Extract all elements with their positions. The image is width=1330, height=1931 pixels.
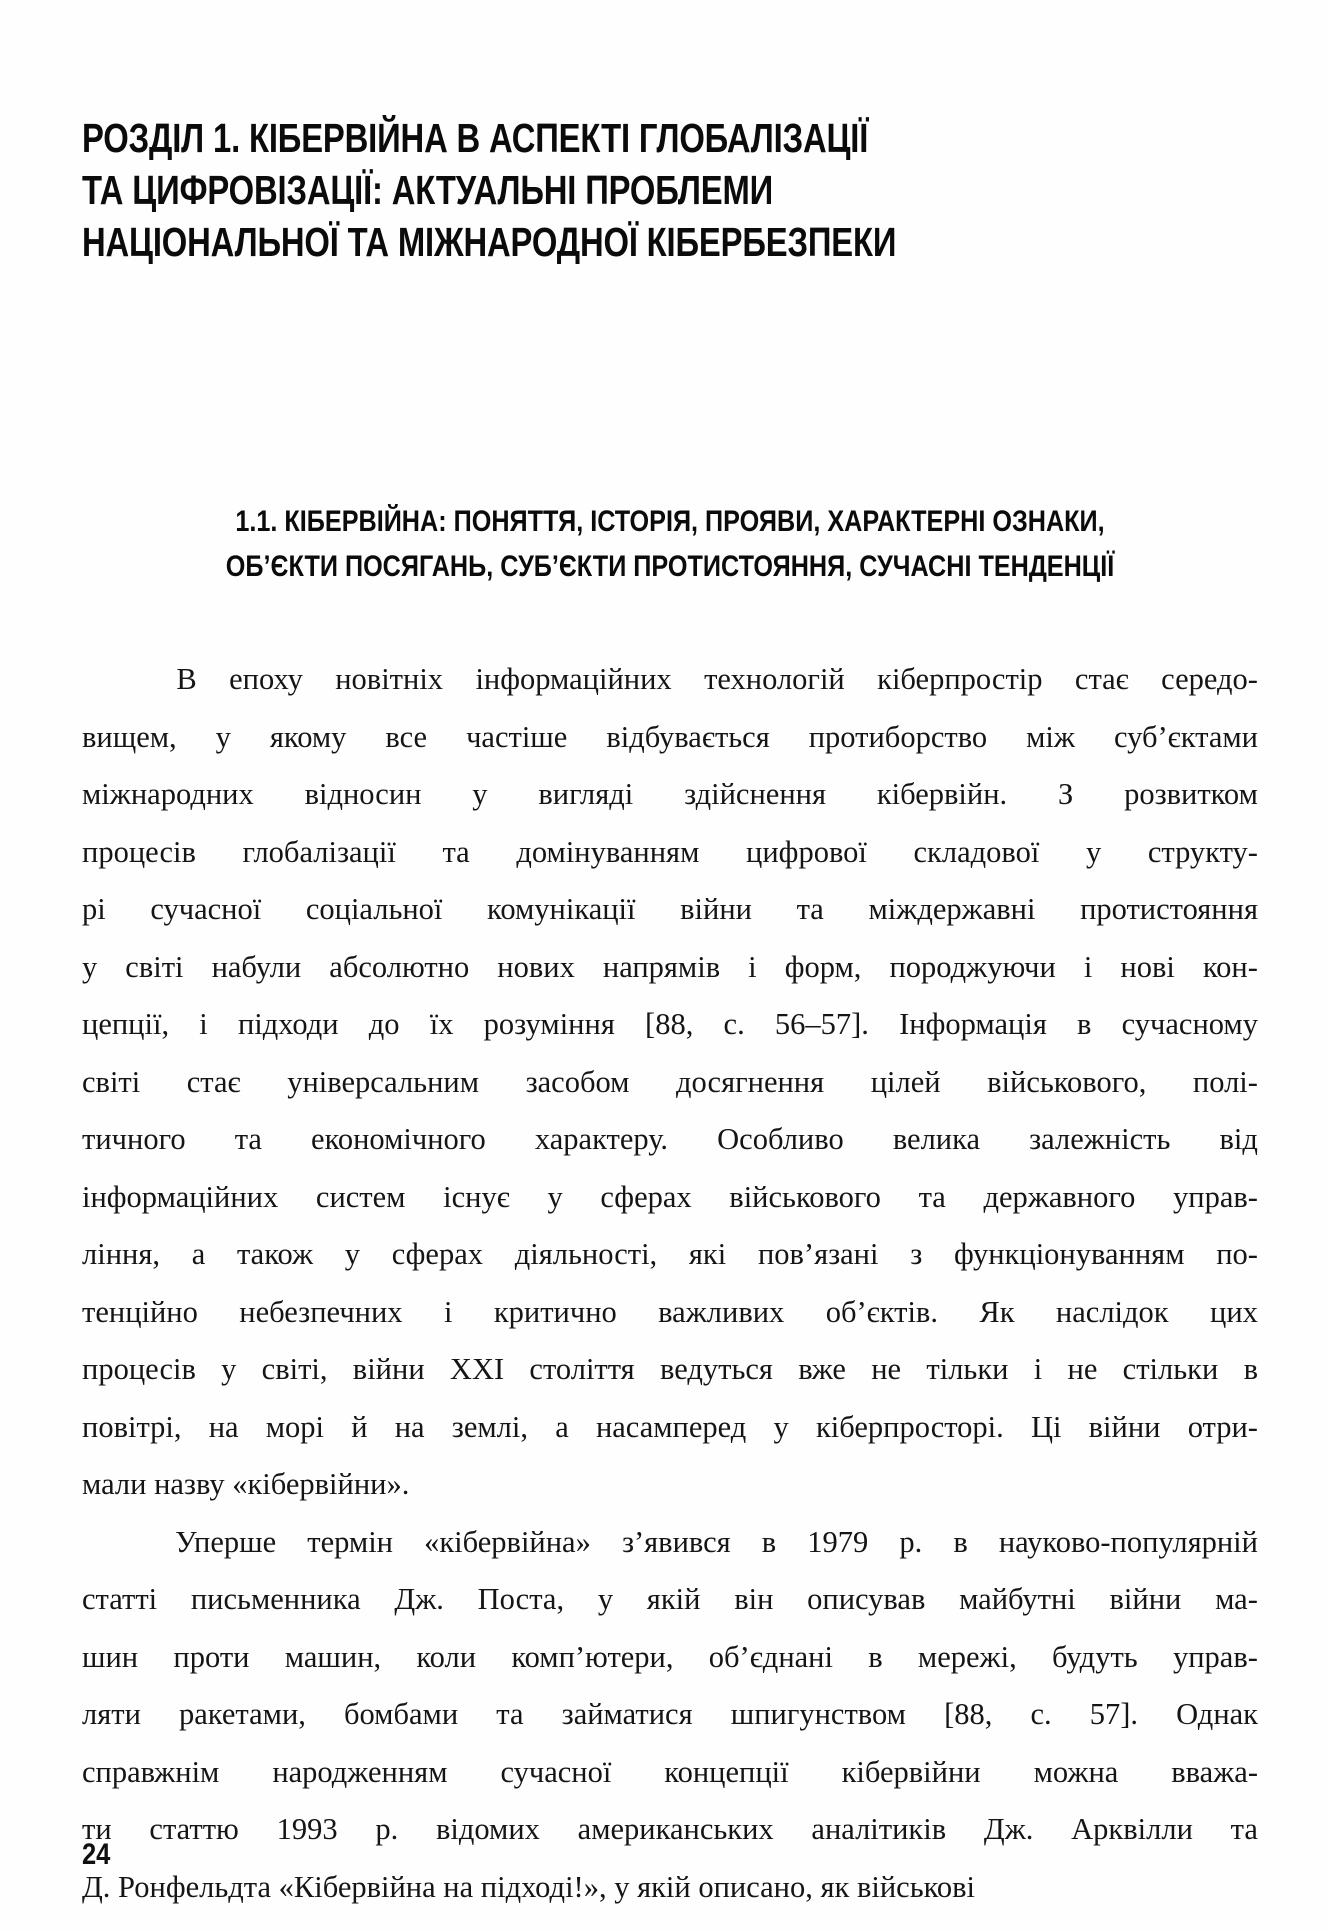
chapter-title [82,112,1258,268]
text-line: ління, а також у сферах діяльності, які пов’язані з функціонуванням по- [82,1237,1258,1271]
text-line: процесів у світі, війни XXI століття ведуться вже не тільки і не стільки в [82,1352,1258,1386]
text-line: ляти ракетами, бомбами та займатися шпигунством [88, с. 57]. Однак [82,1697,1258,1731]
text-line: процесів глобалізації та домінуванням цифрової складової у структу- [82,834,1258,869]
paragraph-1 [82,651,1258,1514]
text-line: вищем, у якому все частіше відбувається протиборство між суб’єктами [82,719,1258,754]
text-line: цепції, і підходи до їх розуміння [88, с. 56–57]. Інформація в сучасному [82,1007,1258,1041]
section-heading-line-1: 1.1. КІБЕРВІЙНА: ПОНЯТТЯ, ІСТОРІЯ, ПРОЯВИ, ХАРАКТЕРНІ ОЗНАКИ, [235,505,1105,538]
text-line: тенційно небезпечних і критично важливих об’єктів. Як наслідок цих [82,1294,1258,1329]
text-line: інформаційних систем існує у сферах військового та державного управ- [82,1179,1258,1214]
text-line: ти статтю 1993 р. відомих американських аналітиків Дж. Арквілли та [82,1812,1258,1846]
text-line: шин проти машин, коли комп’ютери, об’єднані в мережі, будуть управ- [82,1639,1258,1674]
text-line: В епоху новітніх інформаційних технологій кіберпростір стає середо- [176,662,1258,696]
text-line: повітрі, на морі й на землі, а насамперед у кіберпросторі. Ці війни отри- [82,1409,1258,1444]
chapter-title-line-2: ТА ЦИФРОВІЗАЦІЇ: АКТУАЛЬНІ ПРОБЛЕМИ [82,167,774,213]
text-line: рі сучасної соціальної комунікації війни та міждержавні протистояння [82,892,1258,926]
text-line: справжнім народженням сучасної концепції кібервійни можна вважа- [82,1754,1258,1789]
page-number: 24 [82,1838,111,1871]
chapter-title-line-3: НАЦІОНАЛЬНОЇ ТА МІЖНАРОДНОЇ КІБЕРБЕЗПЕКИ [82,219,897,265]
text-line: у світі набули абсолютно нових напрямів і форм, породжуючи і нові кон- [82,949,1258,984]
section-heading-line-2: ОБ’ЄКТИ ПОСЯГАНЬ, СУБ’ЄКТИ ПРОТИСТОЯННЯ, СУЧАСНІ ТЕНДЕНЦІЇ [225,550,1115,583]
text-line: мали назву «кібервійни». [82,1467,410,1501]
body-text [82,651,1258,1916]
text-line: статті письменника Дж. Поста, у якій він описував майбутні війни ма- [82,1582,1258,1616]
page-content [82,0,1258,1916]
text-line: Уперше термін «кібервійна» з’явився в 1979 р. в науково-популярній [175,1524,1258,1559]
paragraph-2 [82,1514,1258,1917]
text-line: світі стає універсальним засобом досягнення цілей військового, полі- [82,1064,1258,1099]
text-line: Д. Ронфельдта «Кібервійна на підході!», у якій описано, як військові [82,1869,976,1904]
text-line: міжнародних відносин у вигляді здійснення кібервійн. З розвитком [82,777,1258,811]
text-line: тичного та економічного характеру. Особливо велика залежність від [82,1122,1258,1156]
chapter-title-line-1: РОЗДІЛ 1. КІБЕРВІЙНА В АСПЕКТІ ГЛОБАЛІЗАЦІЇ [82,115,869,161]
section-heading [82,499,1258,589]
